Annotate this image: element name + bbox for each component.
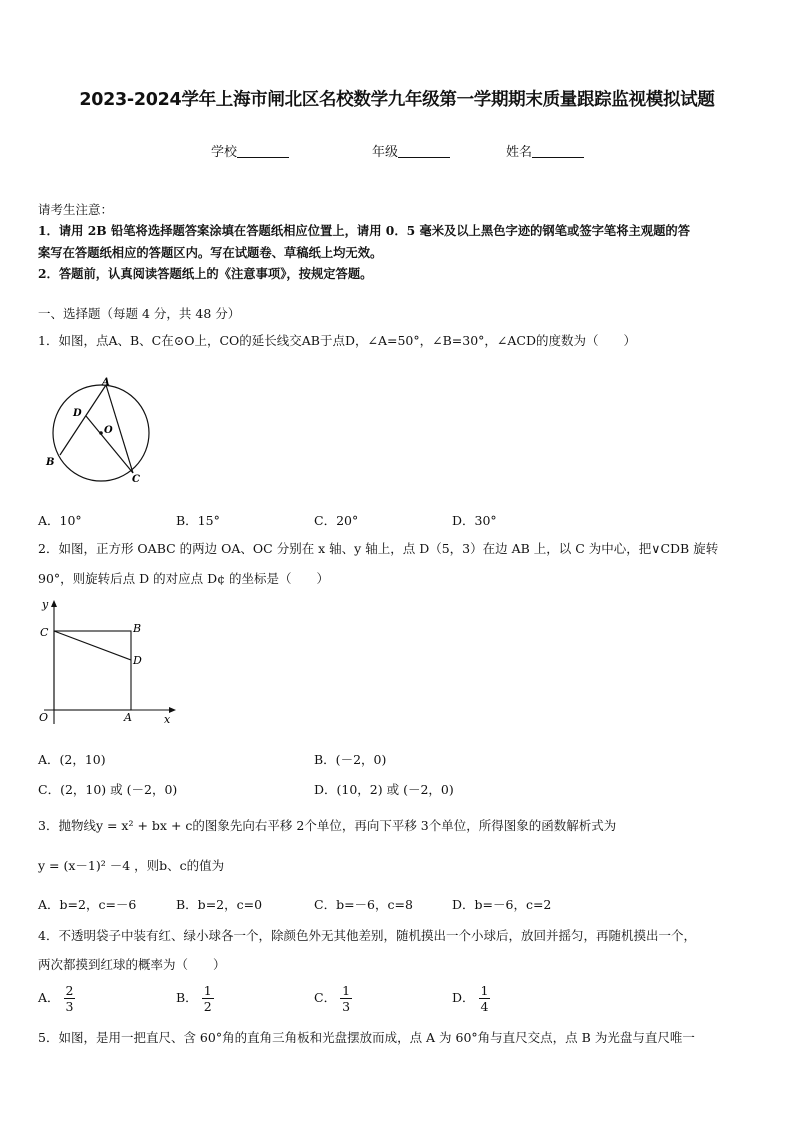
q1-option-c: C．20° <box>314 513 359 528</box>
q1-label-c: C <box>132 474 140 485</box>
grade-label: 年级 <box>372 145 399 160</box>
q1-label-a: A <box>102 377 110 388</box>
q1-option-a: A．10° <box>38 513 82 528</box>
section-heading: 一、选择题（每题 4 分，共 48 分） <box>38 306 241 321</box>
q1-stem: 1．如图，点A、B、C在⊙O上，CO的延长线交AB于点D，∠A=50°，∠B=30°，∠ACD的度数为（ ） <box>38 333 637 348</box>
school-field <box>211 141 289 160</box>
q4-option-c-fraction <box>340 983 352 1014</box>
grade-blank <box>398 145 450 158</box>
q1-label-b: B <box>46 457 55 468</box>
school-label: 学校 <box>211 145 238 160</box>
q4-option-b <box>176 983 214 1014</box>
q2-option-b: B．(－2，0) <box>314 752 387 767</box>
q1-label-o: O <box>104 425 113 436</box>
q2-label-a: A <box>124 711 132 724</box>
q4-option-a-label: A． <box>38 990 60 1005</box>
name-label: 姓名 <box>506 145 533 160</box>
notice-heading: 请考生注意： <box>38 202 114 217</box>
q4-option-d-label: D． <box>452 990 475 1005</box>
exam-title: 2023-2024学年上海市闸北区名校数学九年级第一学期期末质量跟踪监视模拟试题 <box>79 90 715 110</box>
q2-label-d: D <box>133 654 142 667</box>
q2-square-figure <box>36 596 181 731</box>
q2-square <box>54 631 131 710</box>
q1-option-d: D．30° <box>452 513 497 528</box>
q4-option-a-fraction <box>64 983 76 1014</box>
q1-circle-figure <box>40 370 160 490</box>
q2-label-b: B <box>133 622 142 635</box>
q2-y-arrow <box>51 600 57 607</box>
q4-option-a <box>38 983 75 1014</box>
q4-option-b-label: B． <box>176 990 198 1005</box>
q4-option-a-den: 3 <box>65 999 74 1014</box>
q4-stem-line2: 两次都摸到红球的概率为（ ） <box>38 957 226 972</box>
q2-label-x: x <box>164 713 171 726</box>
q4-option-b-num: 1 <box>203 983 212 998</box>
q4-option-d-num: 1 <box>480 983 489 998</box>
q4-option-d <box>452 983 490 1014</box>
q2-label-y: y <box>42 598 49 611</box>
q2-stem-line1: 2．如图，正方形 OABC 的两边 OA、OC 分别在 x 轴、y 轴上，点 D（5，3）在边 AB 上，以 C 为中心，把∨CDB 旋转 <box>38 541 719 556</box>
name-blank <box>532 145 584 158</box>
q2-stem-line2: 90°，则旋转后点 D 的对应点 D¢ 的坐标是（ ） <box>38 571 330 586</box>
q5-stem-line1: 5．如图，是用一把直尺、含 60°角的直角三角板和光盘摆放而成，点 A 为 60°角与直尺交点，点 B 为光盘与直尺唯一 <box>38 1030 695 1045</box>
q4-option-c-den: 3 <box>342 999 351 1014</box>
q2-segment-cd <box>54 631 131 660</box>
q1-center-dot <box>99 431 103 435</box>
school-blank <box>237 145 289 158</box>
q4-option-c <box>314 983 352 1014</box>
q2-option-c: C．(2，10) 或 (－2，0) <box>38 782 178 797</box>
q1-label-d: D <box>73 408 82 419</box>
notice-line-1a: 1．请用 2B 铅笔将选择题答案涂填在答题纸相应位置上，请用 0．5 毫米及以上黑色字迹的钢笔或签字笔将主观题的答 <box>38 223 690 238</box>
q3-stem-line1: 3．抛物线y = x² + bx + c的图象先向右平移 2个单位，再向下平移 3个单位，所得图象的函数解析式为 <box>38 818 617 833</box>
q2-option-d: D．(10，2) 或 (－2，0) <box>314 782 454 797</box>
q4-option-c-num: 1 <box>342 983 351 998</box>
q2-option-a: A．(2，10) <box>38 752 106 767</box>
q4-stem-line1: 4．不透明袋子中装有红、绿小球各一个，除颜色外无其他差别，随机摸出一个小球后，放回并摇匀，再随机摸出一个， <box>38 928 696 943</box>
q4-option-a-num: 2 <box>65 983 74 998</box>
q1-chord-ab <box>60 385 106 455</box>
q3-option-b: B．b=2，c=0 <box>176 897 263 912</box>
q3-stem-line2: y = (x－1)² －4 ，则b、c的值为 <box>38 858 225 873</box>
q4-option-d-den: 4 <box>480 999 489 1014</box>
q3-option-a: A．b=2，c=－6 <box>38 897 137 912</box>
name-field <box>506 141 584 160</box>
q4-option-b-fraction <box>202 983 214 1014</box>
q4-option-d-fraction <box>479 983 491 1014</box>
notice-line-1b: 案写在答题纸相应的答题区内。写在试题卷、草稿纸上均无效。 <box>38 245 383 260</box>
notice-line-2: 2．答题前，认真阅读答题纸上的《注意事项》，按规定答题。 <box>38 266 373 281</box>
grade-field <box>372 141 450 160</box>
q1-option-b: B．15° <box>176 513 220 528</box>
q3-option-d: D．b=－6，c=2 <box>452 897 552 912</box>
q2-label-c: C <box>40 626 49 639</box>
q2-label-o: O <box>39 711 49 724</box>
q4-option-c-label: C． <box>314 990 337 1005</box>
q4-option-b-den: 2 <box>203 999 212 1014</box>
q3-option-c: C．b=－6，c=8 <box>314 897 413 912</box>
